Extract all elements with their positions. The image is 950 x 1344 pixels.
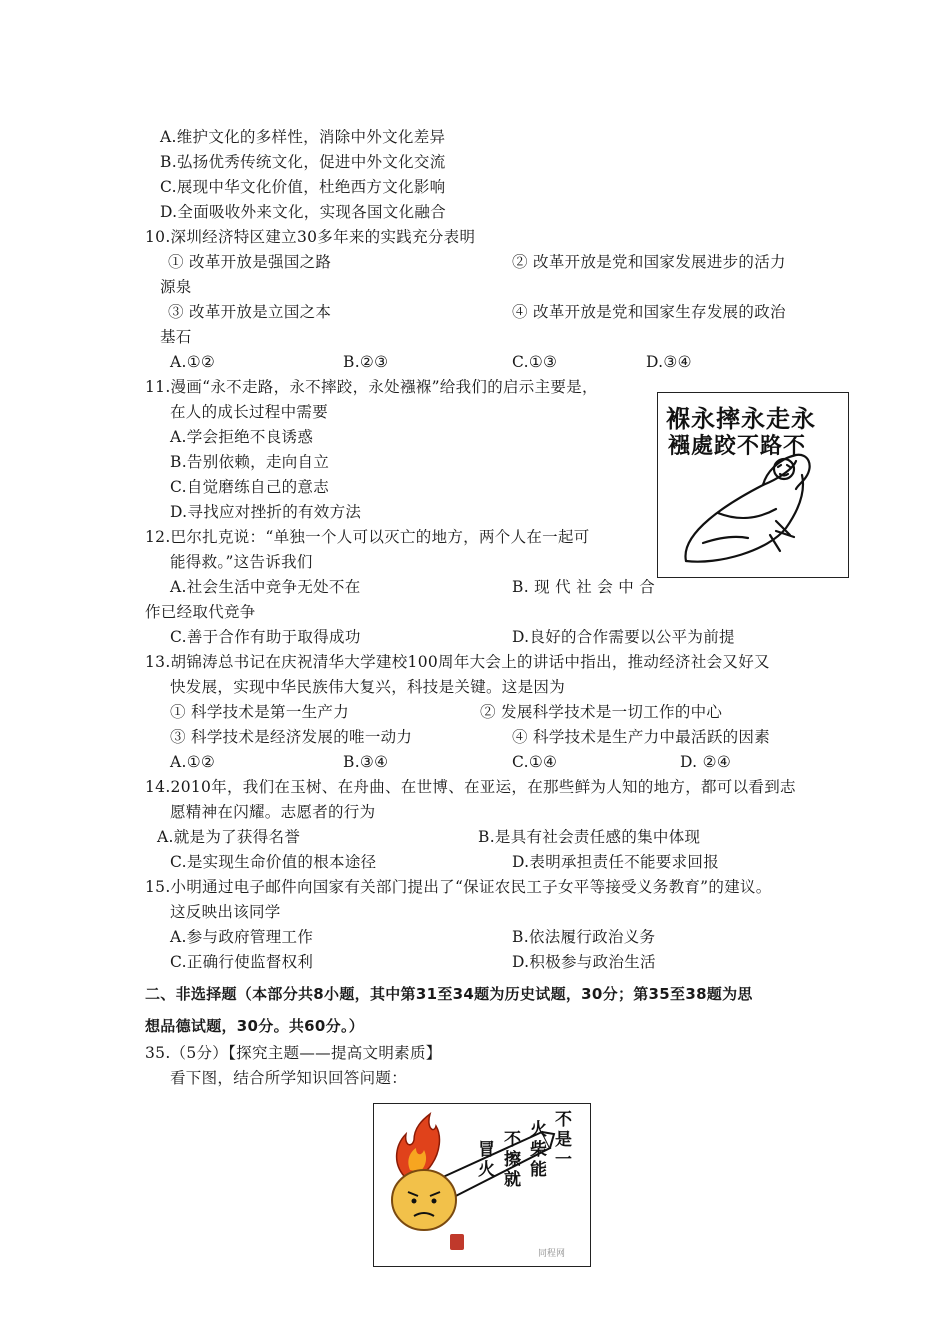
q13-stem: 13.胡锦涛总书记在庆祝清华大学建校100周年大会上的讲话中指出，推动经济社会又好又 xyxy=(145,653,770,671)
q9-option-a: A.维护文化的多样性，消除中外文化差异 xyxy=(160,128,446,146)
q13-statement-1: ① 科学技术是第一生产力 xyxy=(170,703,350,721)
section-2-heading-cont: 想品德试题，30分。共60分。） xyxy=(145,1017,365,1035)
q10-option-d: D.③④ xyxy=(646,353,692,371)
q13-statement-3: ③ 科学技术是经济发展的唯一动力 xyxy=(170,728,413,746)
q12-option-a: A.社会生活中竞争无处不在 xyxy=(170,578,361,596)
q10-option-c: C.①③ xyxy=(512,353,558,371)
q35-instruction: 看下图，结合所学知识回答问题： xyxy=(170,1069,408,1087)
q13-option-a: A.①② xyxy=(170,753,216,771)
swaddled-baby-drawing xyxy=(658,393,848,577)
q12-option-d: D.良好的合作需要以公平为前提 xyxy=(512,628,735,646)
q10-statement-2-cont: 源泉 xyxy=(160,278,192,296)
q35-cartoon-caption-col-1: 不是一 xyxy=(555,1110,572,1170)
q10-option-b: B.②③ xyxy=(343,353,389,371)
q12-option-c: C.善于合作有助于取得成功 xyxy=(170,628,361,646)
q11-option-c: C.自觉磨练自己的意志 xyxy=(170,478,330,496)
q15-option-d: D.积极参与政治生活 xyxy=(512,953,656,971)
q14-option-d: D.表明承担责任不能要求回报 xyxy=(512,853,720,871)
q35-cartoon-caption-col-3: 不擦就 xyxy=(504,1130,521,1190)
q14-stem: 14.2010年，我们在玉树、在舟曲、在世博、在亚运，在那些鲜为人知的地方，都可以看到志 xyxy=(145,778,796,796)
q13-statement-4: ④ 科学技术是生产力中最活跃的因素 xyxy=(512,728,771,746)
q14-stem-cont: 愿精神在闪耀。志愿者的行为 xyxy=(170,803,376,821)
q13-statement-2: ② 发展科学技术是一切工作的中心 xyxy=(480,703,723,721)
q13-stem-cont: 快发展，实现中华民族伟大复兴，科技是关键。这是因为 xyxy=(170,678,566,696)
q9-option-c: C.展现中华文化价值，杜绝西方文化影响 xyxy=(160,178,446,196)
q13-option-c: C.①④ xyxy=(512,753,558,771)
q10-statement-1: ① 改革开放是强国之路 xyxy=(168,253,332,271)
q14-option-b: B.是具有社会责任感的集中体现 xyxy=(478,828,701,846)
q12-option-b-cont: 作已经取代竞争 xyxy=(145,603,256,621)
q11-cartoon xyxy=(657,392,849,578)
q10-option-a: A.①② xyxy=(170,353,216,371)
q11-option-b: B.告别依赖，走向自立 xyxy=(170,453,330,471)
q10-stem: 10.深圳经济特区建立30多年来的实践充分表明 xyxy=(145,228,476,246)
q15-option-c: C.正确行使监督权利 xyxy=(170,953,314,971)
q35-cartoon xyxy=(373,1103,591,1267)
q11-stem-cont: 在人的成长过程中需要 xyxy=(170,403,329,421)
q11-cartoon-caption-2: 襁處跤不路不 xyxy=(668,434,807,459)
q11-option-a: A.学会拒绝不良诱惑 xyxy=(170,428,314,446)
q10-statement-2: ② 改革开放是党和国家发展进步的活力 xyxy=(512,253,786,271)
q11-stem: 11.漫画“永不走路，永不摔跤，永处襁褓”给我们的启示主要是， xyxy=(145,378,598,396)
q35-heading: 35.（5分）【探究主题——提高文明素质】 xyxy=(145,1044,442,1062)
q12-stem: 12.巴尔扎克说：“单独一个人可以灭亡的地方，两个人在一起可 xyxy=(145,528,590,546)
q15-stem-cont: 这反映出该同学 xyxy=(170,903,281,921)
q35-cartoon-caption-col-2: 火柴能 xyxy=(530,1120,547,1180)
section-2-heading: 二、非选择题（本部分共8小题，其中第31至34题为历史试题，30分；第35至38题为思 xyxy=(145,985,753,1003)
q15-option-b: B.依法履行政治义务 xyxy=(512,928,656,946)
q14-option-c: C.是实现生命价值的根本途径 xyxy=(170,853,377,871)
q12-option-b: B. 现 代 社 会 中 合 xyxy=(512,578,656,596)
q10-statement-4: ④ 改革开放是党和国家生存发展的政治 xyxy=(512,303,786,321)
watermark: 同程网 xyxy=(538,1249,566,1259)
q10-statement-4-cont: 基石 xyxy=(160,328,192,346)
q9-option-b: B.弘扬优秀传统文化，促进中外文化交流 xyxy=(160,153,446,171)
q15-stem: 15.小明通过电子邮件向国家有关部门提出了“保证农民工子女平等接受义务教育”的建议。 xyxy=(145,878,772,896)
q11-cartoon-caption-1: 褓永摔永走永 xyxy=(666,405,816,433)
q13-option-b: B.③④ xyxy=(343,753,389,771)
q15-option-a: A.参与政府管理工作 xyxy=(170,928,314,946)
q35-cartoon-caption-col-4: 冒火 xyxy=(478,1140,495,1180)
q10-statement-3: ③ 改革开放是立国之本 xyxy=(168,303,332,321)
q12-stem-cont: 能得救。”这告诉我们 xyxy=(170,553,313,571)
q9-option-d: D.全面吸收外来文化，实现各国文化融合 xyxy=(160,203,447,221)
q11-option-d: D.寻找应对挫折的有效方法 xyxy=(170,503,362,521)
q13-option-d: D. ②④ xyxy=(680,753,732,771)
q14-option-a: A.就是为了获得名誉 xyxy=(157,828,301,846)
